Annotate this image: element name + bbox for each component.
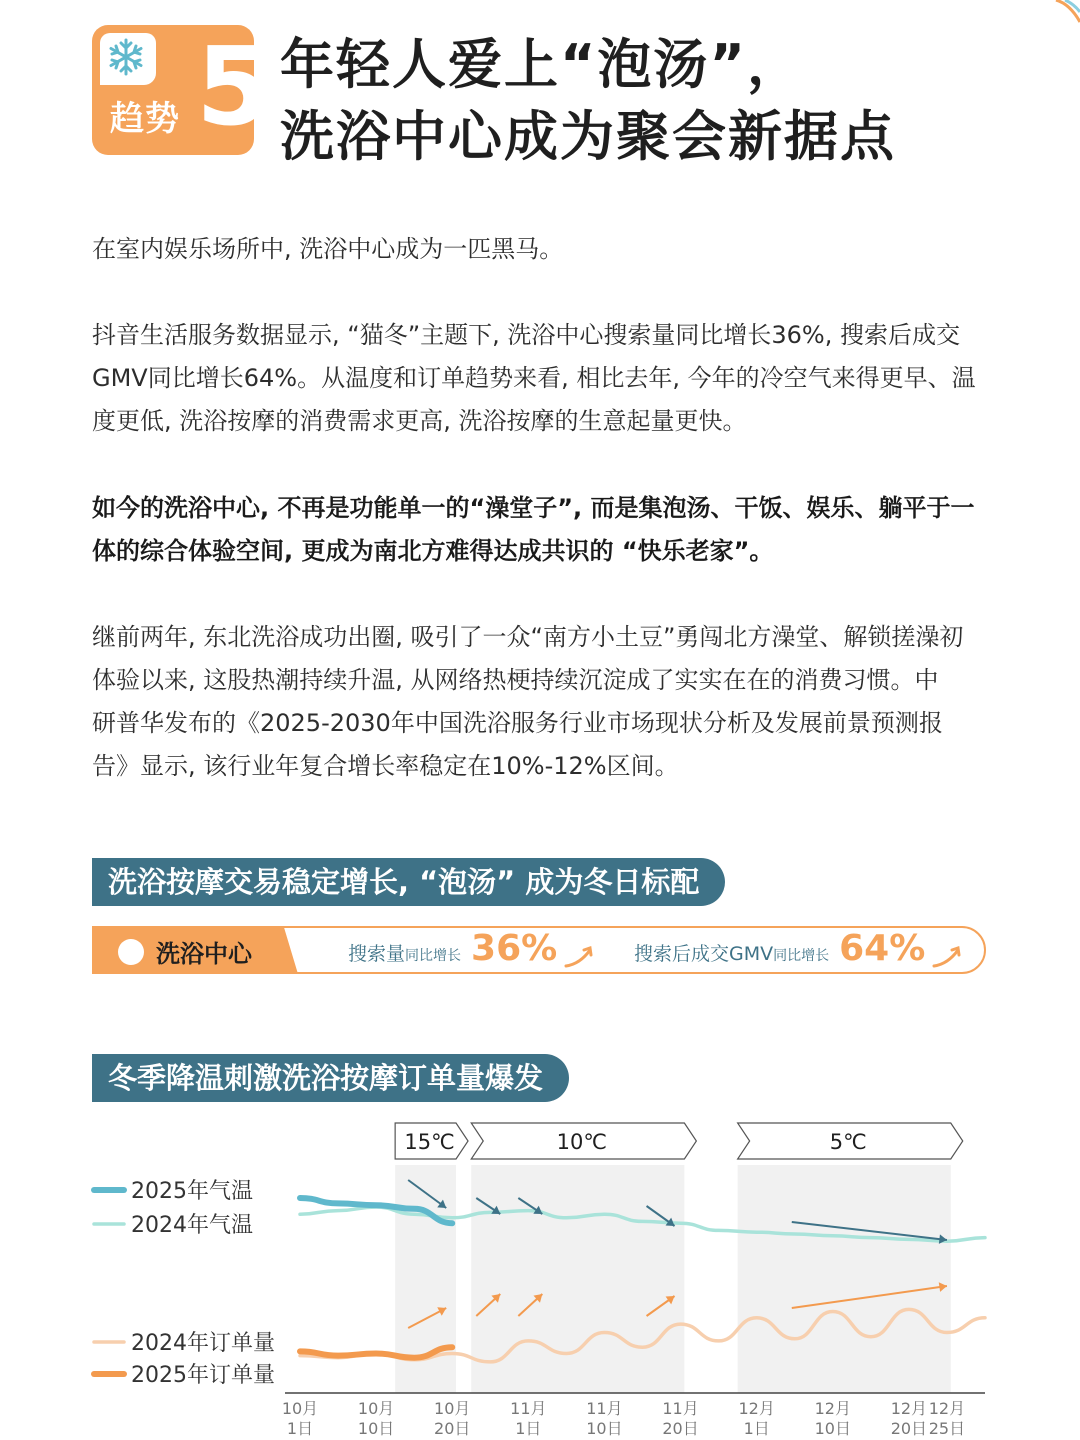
paragraph-line: 研普华发布的《2025-2030年中国洗浴服务行业市场现状分析及发展前景预测报 [92, 709, 943, 737]
x-axis-ticks [282, 1399, 965, 1438]
x-tick-label: 20日 [434, 1419, 471, 1438]
paragraph-line: 体的综合体验空间, 更成为南北方难得达成共识的 “快乐老家”。 [92, 537, 774, 565]
paragraph-line: GMV同比增长64%。从温度和订单趋势来看, 相比去年, 今年的冷空气来得更早、温 [92, 364, 976, 392]
stat-search-label: 搜索量 [348, 943, 406, 965]
x-tick-label: 1日 [286, 1419, 314, 1438]
paragraph-line: 如今的洗浴中心, 不再是功能单一的“澡堂子”, 而是集泡汤、干饭、娱乐、躺平于一 [92, 494, 975, 522]
x-tick-label: 20日 [890, 1419, 928, 1438]
paragraph-line: 继前两年, 东北洗浴成功出圈, 吸引了一众“南方小土豆”勇闯北方澡堂、解锁搓澡初 [92, 623, 964, 651]
stat-search-value: 36% [471, 928, 558, 969]
paragraph-line: 体验以来, 这股热潮持续升温, 从网络热梗持续沉淀成了实实在在的消费习惯。中 [92, 666, 939, 694]
stat-gmv-value: 64% [839, 928, 926, 969]
x-tick-label: 10月 [281, 1399, 319, 1418]
section-title-orders: 冬季降温刺激洗浴按摩订单量爆发 [92, 1054, 569, 1102]
page-title-line2: 洗浴中心成为聚会新据点 [280, 105, 896, 168]
temperature-band-shade [738, 1165, 951, 1393]
x-tick-label: 12月 [928, 1399, 966, 1418]
paragraph-line: 告》显示, 该行业年复合增长率稳定在10%-12%区间。 [92, 752, 679, 780]
temperature-band-label: 10℃ [556, 1130, 607, 1154]
corner-decoration [1050, 0, 1080, 30]
page-title-line1: 年轻人爱上“泡汤”， [280, 33, 803, 96]
paragraph-line: 在室内娱乐场所中, 洗浴中心成为一匹黑马。 [92, 235, 564, 263]
stat-search [348, 928, 596, 972]
stat-gmv [634, 928, 964, 972]
paragraph-4 [92, 616, 992, 788]
paragraph-line: 抖音生活服务数据显示, “猫冬”主题下, 洗浴中心搜索量同比增长36%, 搜索后成交 [92, 321, 960, 349]
paragraph-line: 度更低, 洗浴按摩的消费需求更高, 洗浴按摩的生意起量更快。 [92, 407, 747, 435]
x-tick-label: 10月 [434, 1399, 471, 1418]
x-tick-label: 12月 [890, 1399, 928, 1418]
paragraph-2 [92, 314, 992, 443]
x-tick-label: 25日 [928, 1419, 966, 1438]
paragraph-3-highlight [92, 487, 992, 573]
x-tick-label: 10日 [586, 1419, 623, 1438]
paragraph-1 [92, 228, 992, 271]
stat-search-sub: 同比增长 [405, 948, 462, 964]
x-tick-label: 1日 [515, 1419, 542, 1438]
snowflake-icon [100, 33, 156, 85]
section-title-growth: 洗浴按摩交易稳定增长, “泡汤” 成为冬日标配 [92, 858, 725, 906]
temperature-band-labels [395, 1123, 963, 1159]
x-tick-label: 1日 [743, 1419, 770, 1438]
chart-legend [94, 1179, 275, 1388]
x-tick-label: 11月 [662, 1399, 699, 1418]
x-tick-label: 10日 [357, 1419, 395, 1438]
x-tick-label: 11月 [510, 1399, 547, 1418]
x-tick-label: 11月 [586, 1399, 623, 1418]
trend-up-arrow-icon [562, 942, 596, 970]
stat-gmv-sub: 同比增长 [773, 948, 830, 964]
x-tick-label: 10月 [357, 1399, 395, 1418]
temperature-orders-chart [0, 1110, 1080, 1440]
dot-icon [118, 939, 144, 965]
stat-bar [92, 926, 986, 974]
x-tick-label: 12月 [814, 1399, 851, 1418]
temperature-band-label: 5℃ [829, 1130, 867, 1154]
stat-gmv-label: 搜索后成交GMV [634, 943, 774, 965]
trend-up-arrow-icon [930, 942, 964, 970]
legend-label: 2025年气温 [131, 1179, 253, 1204]
trend-badge [92, 25, 272, 155]
legend-label: 2024年气温 [131, 1213, 253, 1238]
legend-label: 2024年订单量 [131, 1331, 275, 1356]
snowflake-tile [100, 33, 156, 85]
badge-trend-label: 趋势 [110, 99, 180, 139]
stat-label: 洗浴中心 [156, 940, 252, 968]
badge-number: 5 [196, 25, 272, 150]
legend-label: 2025年订单量 [131, 1363, 275, 1388]
x-tick-label: 20日 [662, 1419, 699, 1438]
temperature-band-label: 15℃ [404, 1130, 455, 1154]
x-tick-label: 12月 [738, 1399, 775, 1418]
x-tick-label: 10日 [814, 1419, 851, 1438]
